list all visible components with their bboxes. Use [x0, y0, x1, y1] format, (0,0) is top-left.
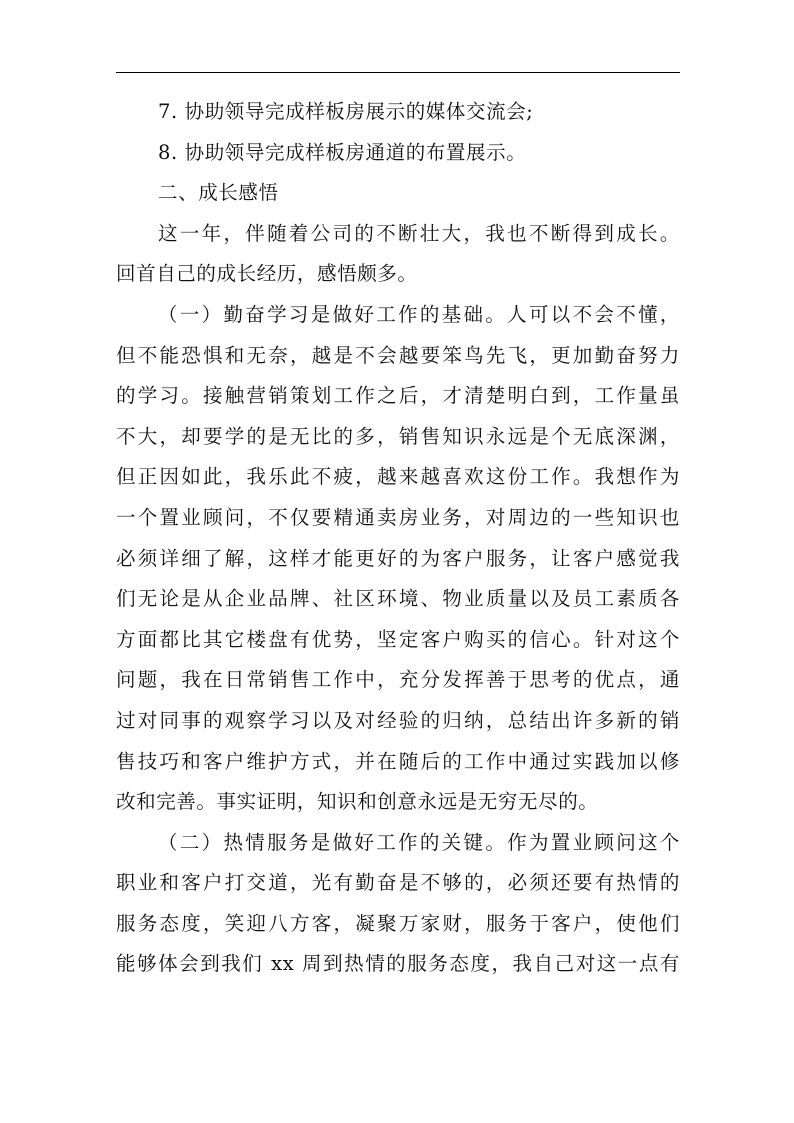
text-line: 7. 协助领导完成样板房展示的媒体交流会; [158, 100, 534, 123]
text-line: 售技巧和客户维护方式，并在随后的工作中通过实践加以修 [116, 749, 680, 773]
text-line: 职业和客户打交道，光有勤奋是不够的，必须还要有热情的 [116, 871, 680, 895]
text-line: 不大，却要学的是无比的多，销售知识永远是个无底深渊， [116, 424, 680, 448]
text-line: 回首自己的成长经历，感悟颇多。 [116, 262, 418, 286]
text-line: 的学习。接触营销策划工作之后，才清楚明白到，工作量虽 [116, 384, 680, 408]
text-line: 过对同事的观察学习以及对经验的归纳，总结出许多新的销 [116, 708, 680, 732]
text-line: 8. 协助领导完成样板房通道的布置展示。 [158, 140, 527, 164]
text-line: 方面都比其它楼盘有优势，坚定客户购买的信心。针对这个 [116, 627, 680, 651]
text-line: 二、成长感悟 [158, 181, 279, 205]
text-line: （二）热情服务是做好工作的关键。作为置业顾问这个 [158, 830, 680, 854]
text-line: 能够体会到我们 xx 周到热情的服务态度，我自己对这一点有 [116, 952, 680, 976]
text-line: 但不能恐惧和无奈，越是不会越要笨鸟先飞，更加勤奋努力 [116, 343, 680, 367]
text-line: 必须详细了解，这样才能更好的为客户服务，让客户感觉我 [116, 546, 680, 570]
text-line: 这一年，伴随着公司的不断壮大，我也不断得到成长。 [158, 221, 680, 245]
document-body [116, 92, 680, 985]
text-line: （一）勤奋学习是做好工作的基础。人可以不会不懂， [158, 302, 680, 326]
text-line: 们无论是从企业品牌、社区环境、物业质量以及员工素质各 [116, 587, 680, 611]
header-rule [116, 72, 680, 73]
text-line: 改和完善。事实证明，知识和创意永远是无穷无尽的。 [116, 790, 599, 814]
text-line: 服务态度，笑迎八方客，凝聚万家财，服务于客户，使他们 [116, 911, 680, 935]
text-line: 但正因如此，我乐此不疲，越来越喜欢这份工作。我想作为 [116, 465, 680, 489]
text-line: 问题，我在日常销售工作中，充分发挥善于思考的优点，通 [116, 668, 680, 692]
text-line: 一个置业顾问，不仅要精通卖房业务，对周边的一些知识也 [116, 505, 680, 529]
